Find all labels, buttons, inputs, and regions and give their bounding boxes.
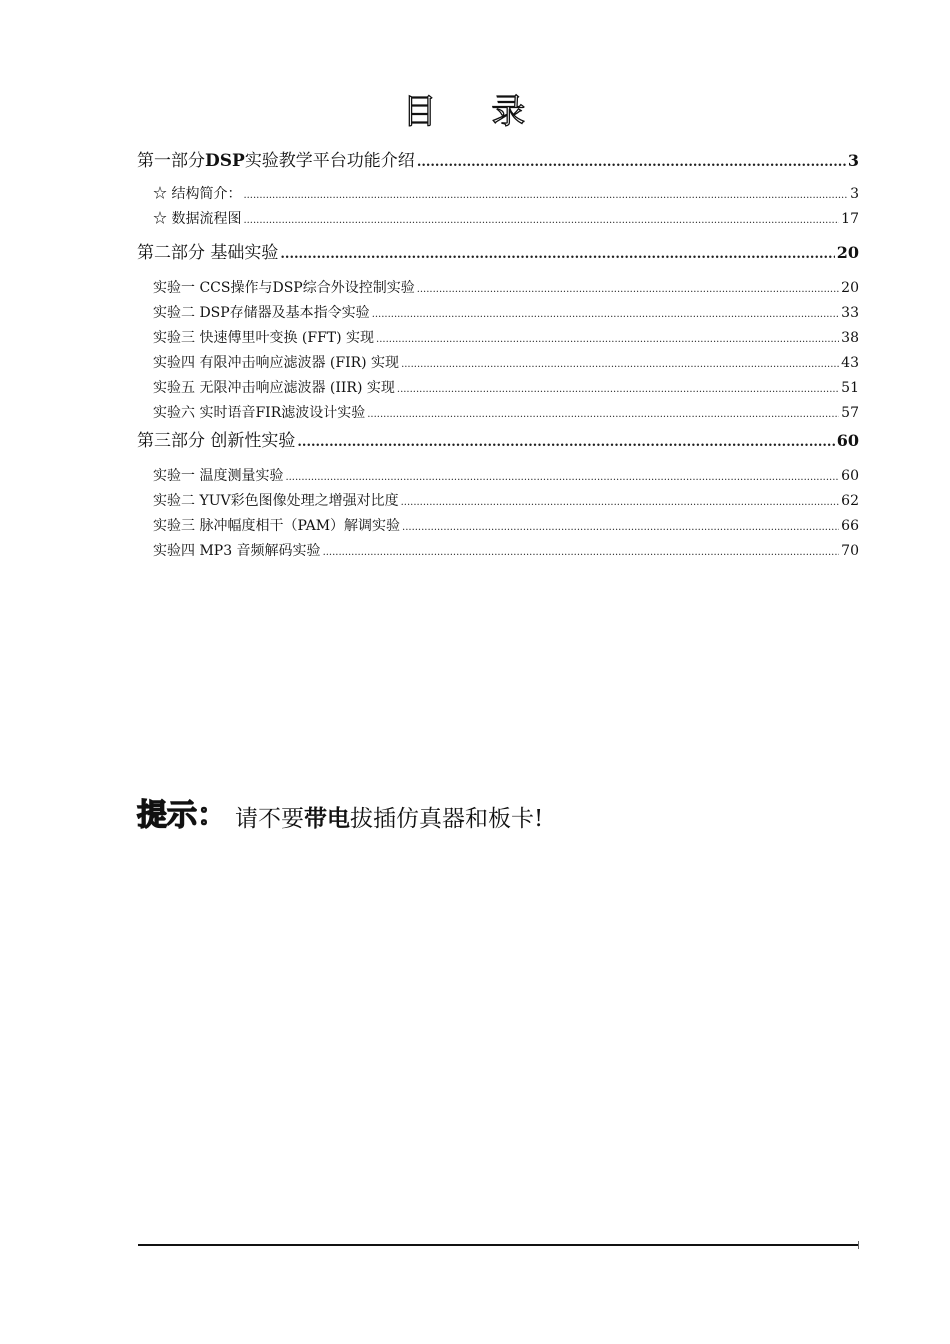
toc-entry-label: ☆ 结构简介： [153, 186, 242, 202]
dot-leader [372, 302, 839, 327]
toc-part-label: 第三部分 创新性实验 [137, 431, 296, 451]
dot-leader [297, 428, 834, 458]
dot-leader [402, 515, 839, 540]
toc-entry-label: 实验六 实时语音FIR滤波设计实验 [153, 405, 366, 421]
toc-part-1[interactable] [137, 146, 859, 176]
toc-entry[interactable] [137, 464, 859, 489]
footer-rule [138, 1244, 858, 1246]
toc-entry[interactable] [137, 539, 859, 564]
toc-entry[interactable] [137, 182, 859, 207]
toc-entry-label: 实验三 快速傅里叶变换 (FFT) 实现 [153, 330, 375, 346]
toc-entry[interactable] [137, 514, 859, 539]
toc-page-number: 20 [836, 243, 859, 262]
dot-leader [367, 402, 839, 427]
toc-entry-label: 实验三 脉冲幅度相干（PAM）解调实验 [153, 518, 401, 534]
toc-page-number: 20 [841, 280, 859, 296]
toc-page-number: 62 [841, 493, 859, 509]
page-title: 目 录 [402, 92, 548, 132]
dot-leader [397, 377, 839, 402]
toc-page-number: 43 [841, 355, 859, 371]
footer-tick [858, 1241, 859, 1249]
dot-leader [401, 352, 839, 377]
notice-emphasis: 带电 [304, 805, 350, 832]
dot-leader [323, 540, 840, 565]
table-of-contents [137, 146, 859, 564]
toc-entry-label: 实验四 MP3 音频解码实验 [153, 543, 321, 559]
toc-entry[interactable] [137, 276, 859, 301]
dot-leader [401, 490, 840, 515]
safety-notice [137, 790, 543, 834]
toc-entry-label: 实验四 有限冲击响应滤波器 (FIR) 实现 [153, 355, 400, 371]
toc-part-label: 第一部分DSP实验教学平台功能介绍 [137, 151, 415, 171]
dot-leader [285, 465, 839, 490]
toc-entry-label: 实验一 温度测量实验 [153, 468, 284, 484]
dot-leader [417, 148, 846, 178]
dot-leader [243, 183, 848, 208]
toc-page-number: 60 [841, 468, 859, 484]
toc-page-number: 70 [841, 543, 859, 559]
toc-part-label: 第二部分 基础实验 [137, 243, 279, 263]
toc-entry[interactable] [137, 207, 859, 232]
toc-page-number: 3 [850, 186, 859, 202]
toc-page-number: 3 [847, 151, 859, 170]
toc-entry[interactable] [137, 401, 859, 426]
dot-leader [280, 240, 834, 270]
dot-leader [376, 327, 839, 352]
toc-entry[interactable] [137, 351, 859, 376]
toc-part-3[interactable] [137, 426, 859, 456]
toc-entry-label: 实验二 DSP存储器及基本指令实验 [153, 305, 370, 321]
toc-page-number: 38 [841, 330, 859, 346]
toc-page-number: 17 [841, 211, 859, 227]
toc-entry[interactable] [137, 489, 859, 514]
toc-entry[interactable] [137, 376, 859, 401]
toc-entry[interactable] [137, 326, 859, 351]
toc-page-number: 66 [841, 518, 859, 534]
toc-entry-label: 实验一 CCS操作与DSP综合外设控制实验 [153, 280, 415, 296]
dot-leader [417, 277, 839, 302]
toc-entry-label: ☆ 数据流程图 [153, 211, 242, 227]
toc-page-number: 57 [841, 405, 859, 421]
toc-page-number: 60 [836, 431, 859, 450]
notice-text: 请不要带电拔插仿真器和板卡! [235, 805, 544, 832]
dot-leader [243, 208, 839, 233]
toc-page-number: 33 [841, 305, 859, 321]
toc-page-number: 51 [841, 380, 859, 396]
notice-heading: 提示： [137, 798, 227, 833]
toc-part-2[interactable] [137, 238, 859, 268]
toc-entry-label: 实验二 YUV彩色图像处理之增强对比度 [153, 493, 399, 509]
toc-entry[interactable] [137, 301, 859, 326]
toc-entry-label: 实验五 无限冲击响应滤波器 (IIR) 实现 [153, 380, 395, 396]
